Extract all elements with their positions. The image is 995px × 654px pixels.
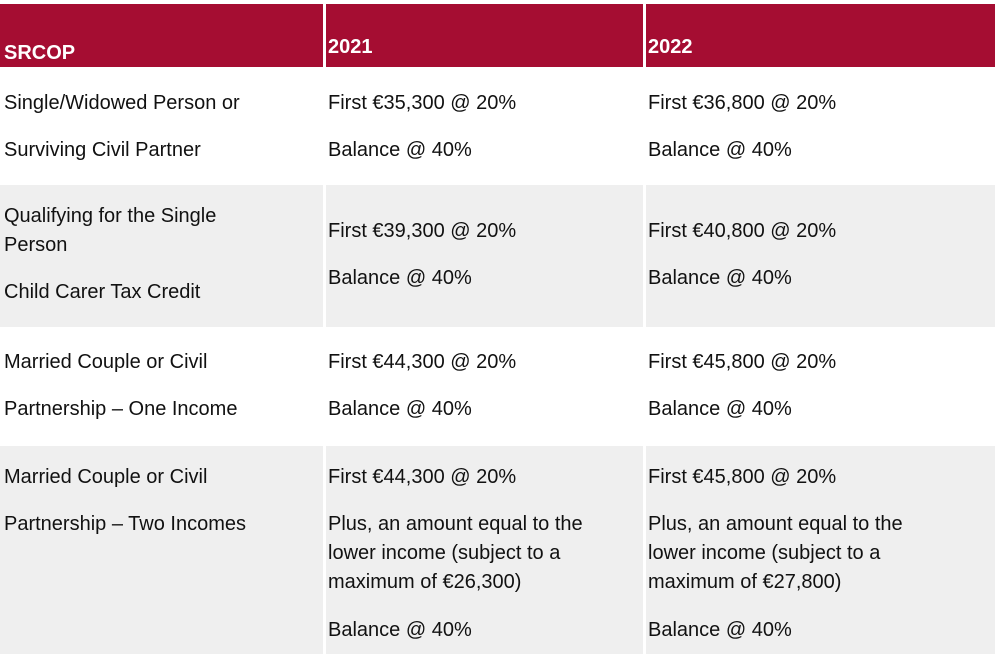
- cell-text: First €45,800 @ 20%: [648, 351, 837, 373]
- cell-text: Married Couple or Civil: [4, 466, 208, 488]
- cell-text: Balance @ 40%: [328, 398, 472, 420]
- cell-text: Partnership – One Income: [4, 398, 238, 420]
- cell-text: First €36,800 @ 20%: [648, 92, 837, 114]
- cell-text: Balance @ 40%: [328, 139, 472, 161]
- cell-text: Partnership – Two Incomes: [4, 513, 246, 535]
- cell-text: Person: [4, 234, 68, 256]
- tax-rate-table: [0, 4, 995, 654]
- cell-text: Balance @ 40%: [648, 398, 792, 420]
- table-row: [0, 181, 995, 327]
- cell-text: Balance @ 40%: [328, 267, 472, 289]
- header-label-srcop: SRCOP: [4, 42, 76, 64]
- cell-text: Qualifying for the Single: [4, 205, 217, 227]
- table-row: [0, 442, 995, 654]
- row-2021-cell: [326, 327, 643, 442]
- row-category-cell: [0, 446, 323, 654]
- row-category-cell: [0, 67, 323, 181]
- cell-text: maximum of €27,800): [648, 571, 842, 593]
- cell-text: maximum of €26,300): [328, 571, 522, 593]
- cell-text: Balance @ 40%: [648, 619, 792, 641]
- row-category-cell: [0, 327, 323, 442]
- table-row: [0, 67, 995, 181]
- row-2021-cell: [326, 446, 643, 654]
- cell-text: First €39,300 @ 20%: [328, 220, 517, 242]
- header-cell-2021: [326, 4, 643, 67]
- cell-text: First €40,800 @ 20%: [648, 220, 837, 242]
- cell-text: Surviving Civil Partner: [4, 139, 201, 161]
- row-2021-cell: [326, 185, 643, 327]
- header-cell-2022: [646, 4, 995, 67]
- header-label-2021: 2021: [328, 36, 373, 58]
- cell-text: Child Carer Tax Credit: [4, 281, 201, 303]
- header-label-2022: 2022: [648, 36, 693, 58]
- cell-text: Married Couple or Civil: [4, 351, 208, 373]
- table-row: [0, 327, 995, 442]
- row-2022-cell: [646, 185, 995, 327]
- cell-text: lower income (subject to a: [648, 542, 881, 564]
- cell-text: Single/Widowed Person or: [4, 92, 240, 114]
- cell-text: First €45,800 @ 20%: [648, 466, 837, 488]
- row-2022-cell: [646, 67, 995, 181]
- header-cell-srcop: [0, 4, 323, 67]
- row-2021-cell: [326, 67, 643, 181]
- cell-text: lower income (subject to a: [328, 542, 561, 564]
- row-category-cell: [0, 185, 323, 327]
- cell-text: First €44,300 @ 20%: [328, 466, 517, 488]
- row-2022-cell: [646, 446, 995, 654]
- cell-text: Plus, an amount equal to the: [328, 513, 583, 535]
- cell-text: Plus, an amount equal to the: [648, 513, 903, 535]
- cell-text: Balance @ 40%: [648, 139, 792, 161]
- cell-text: Balance @ 40%: [648, 267, 792, 289]
- cell-text: First €35,300 @ 20%: [328, 92, 517, 114]
- cell-text: Balance @ 40%: [328, 619, 472, 641]
- row-2022-cell: [646, 327, 995, 442]
- cell-text: First €44,300 @ 20%: [328, 351, 517, 373]
- table-header-row: [0, 4, 995, 67]
